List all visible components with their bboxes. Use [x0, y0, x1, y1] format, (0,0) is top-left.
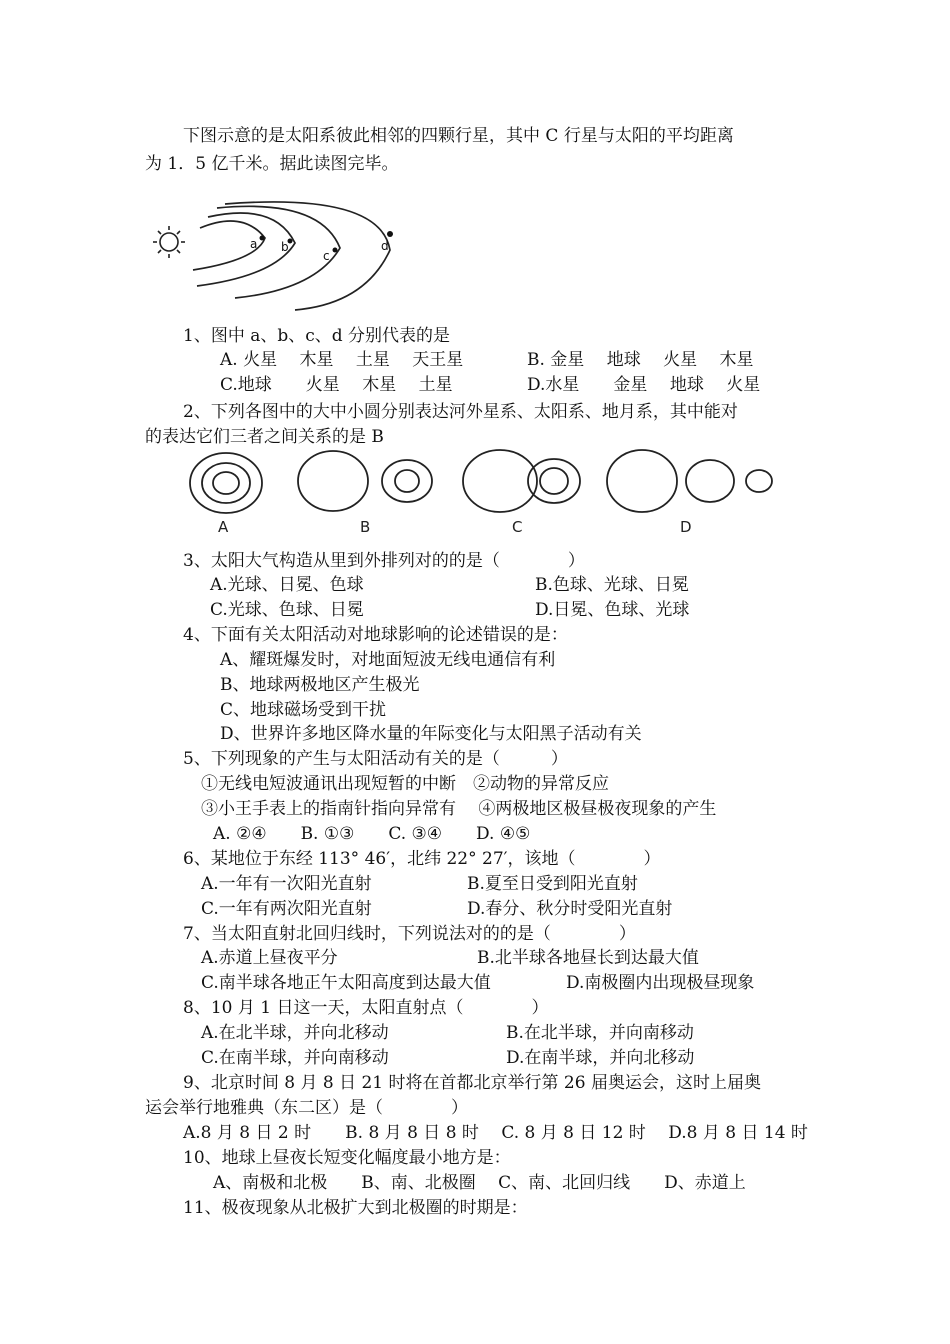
diagram-label-b: B — [360, 518, 371, 536]
q4-option-b: B、地球两极地区产生极光 — [220, 675, 420, 695]
circles-figure — [180, 445, 780, 540]
q8-option-c: C.在南半球，并向南移动 — [201, 1048, 389, 1068]
diagram-c — [463, 450, 580, 512]
q3-option-b: B.色球、光球、日冕 — [535, 575, 689, 595]
q6-option-c: C.一年有两次阳光直射 — [201, 899, 372, 919]
intro-line-2: 为 1．5 亿千米。据此读图完毕。 — [145, 154, 399, 174]
orbit-d — [225, 202, 390, 310]
q4-option-c: C、地球磁场受到干扰 — [220, 700, 387, 720]
q8-stem: 8、10 月 1 日这一天，太阳直射点（ ） — [183, 998, 549, 1018]
q7-option-b: B.北半球各地昼长到达最大值 — [477, 948, 699, 968]
q10-stem: 10、地球上昼夜长短变化幅度最小地方是： — [183, 1148, 511, 1168]
q2-stem-line-2: 的表达它们三者之间关系的是 B — [145, 427, 384, 447]
q9-stem-line-2: 运会举行地雅典（东二区）是（ ） — [145, 1098, 468, 1118]
q7-option-a: A.赤道上昼夜平分 — [201, 948, 338, 968]
orbit-c — [217, 206, 340, 298]
q8-option-d: D.在南半球，并向北移动 — [506, 1048, 695, 1068]
q2-stem-line-1: 2、下列各图中的大中小圆分别表达河外星系、太阳系、地月系，其中能对 — [183, 402, 738, 422]
diagram-label-d: D — [680, 518, 692, 536]
q6-option-a: A.一年有一次阳光直射 — [201, 874, 372, 894]
q9-options: A.8 月 8 日 2 时 B. 8 月 8 日 8 时 C. 8 月 8 日 12 时 D.8 月 8 日 14 时 — [183, 1123, 808, 1143]
diagram-b — [298, 451, 432, 511]
intro-line-1: 下图示意的是太阳系彼此相邻的四颗行星，其中 C 行星与太阳的平均距离 — [183, 126, 734, 146]
diagram-label-c: C — [512, 518, 523, 536]
q1-stem: 1、图中 a、b、c、d 分别代表的是 — [183, 326, 451, 346]
q1-option-a: A. 火星 木星 土星 天王星 — [220, 350, 464, 370]
planet-label-c: c — [323, 249, 330, 263]
planet-label-a: a — [250, 237, 258, 251]
q9-stem-line-1: 9、北京时间 8 月 8 日 21 时将在首都北京举行第 26 届奥运会，这时上届奥 — [183, 1073, 761, 1093]
q11-stem: 11、极夜现象从北极扩大到北极圈的时期是： — [183, 1198, 528, 1218]
q3-stem: 3、太阳大气构造从里到外排列对的的是（ ） — [183, 551, 585, 571]
diagram-a — [190, 453, 262, 513]
diagram-d — [607, 450, 772, 512]
q5-options: A. ②④ B. ①③ C. ③④ D. ④⑤ — [213, 824, 531, 844]
q8-option-b: B.在北半球，并向南移动 — [506, 1023, 694, 1043]
planet-label-b: b — [281, 240, 289, 254]
planet-orbit-figure — [145, 198, 415, 313]
q7-stem: 7、当太阳直射北回归线时，下列说法对的的是（ ） — [183, 924, 636, 944]
q7-option-d: D.南极圈内出现极昼现象 — [566, 973, 755, 993]
q3-option-a: A.光球、日冕、色球 — [210, 575, 364, 595]
q5-items-row-1: ①无线电短波通讯出现短暂的中断 ②动物的异常反应 — [201, 774, 609, 794]
q6-option-d: D.春分、秋分时受阳光直射 — [467, 899, 673, 919]
planet-label-d: d — [381, 239, 389, 253]
q4-stem: 4、下面有关太阳活动对地球影响的论述错误的是： — [183, 625, 568, 645]
q3-option-c: C.光球、色球、日冕 — [210, 600, 364, 620]
q6-option-b: B.夏至日受到阳光直射 — [467, 874, 638, 894]
diagram-label-a: A — [218, 518, 229, 536]
q5-items-row-2: ③小王手表上的指南针指向异常有 ④两极地区极昼极夜现象的产生 — [201, 799, 717, 819]
q5-stem: 5、下列现象的产生与太阳活动有关的是（ ） — [183, 749, 568, 769]
q4-option-d: D、世界许多地区降水量的年际变化与太阳黑子活动有关 — [220, 724, 642, 744]
sun-icon — [153, 226, 185, 258]
q1-option-d: D.水星 金星 地球 火星 — [527, 375, 761, 395]
q4-option-a: A、耀斑爆发时，对地面短波无线电通信有利 — [220, 650, 556, 670]
q6-stem: 6、某地位于东经 113° 46′，北纬 22° 27′，该地（ ） — [183, 849, 661, 869]
q7-option-c: C.南半球各地正午太阳高度到达最大值 — [201, 973, 491, 993]
q1-option-b: B. 金星 地球 火星 木星 — [527, 350, 754, 370]
q10-options: A、南极和北极 B、南、北极圈 C、南、北回归线 D、赤道上 — [213, 1173, 746, 1193]
q8-option-a: A.在北半球，并向北移动 — [201, 1023, 389, 1043]
q3-option-d: D.日冕、色球、光球 — [535, 600, 690, 620]
q1-option-c: C.地球 火星 木星 土星 — [220, 375, 453, 395]
